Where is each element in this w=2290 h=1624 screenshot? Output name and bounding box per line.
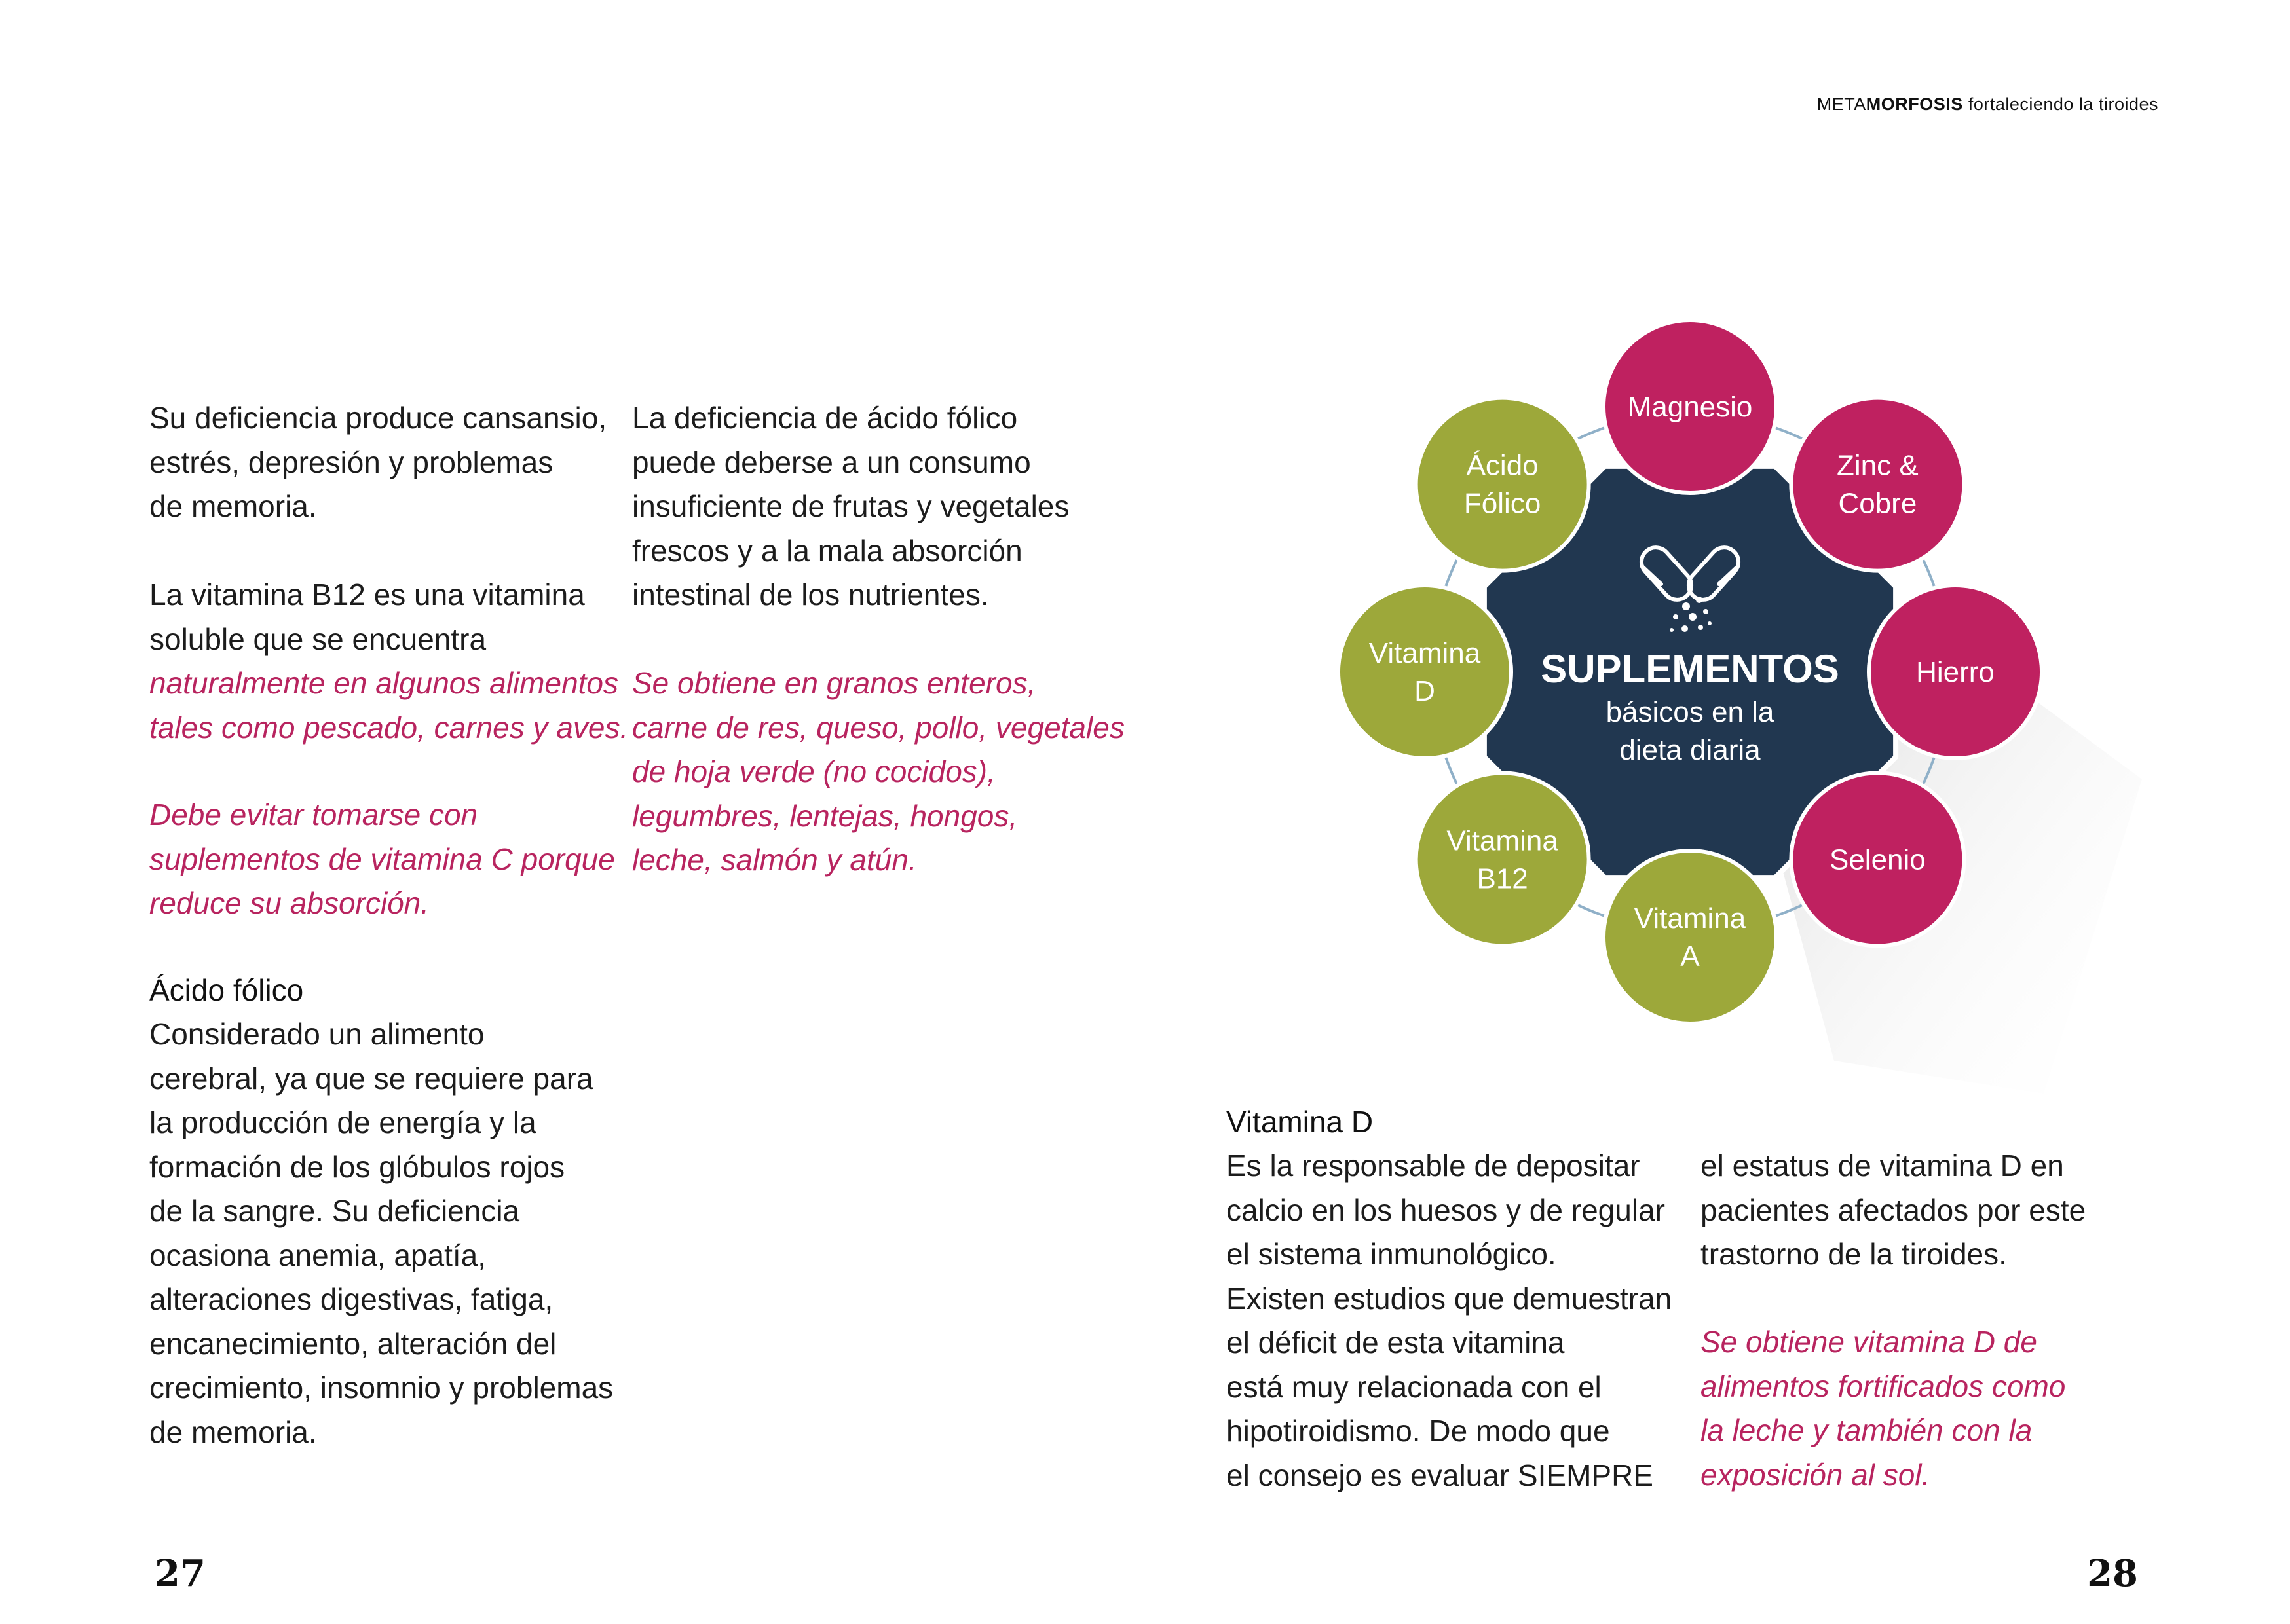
folic-deficiency-text: La deficiencia de ácido fólico puede deberse a un consumo insuficiente de frutas y vegetales frescos y a la mala absorción intestinal de los nutrientes. [632, 401, 1070, 612]
brand-light: META [1816, 94, 1866, 114]
center-title: SUPLEMENTOS [1541, 647, 1839, 691]
center-subtitle-line1: básicos en la [1605, 696, 1774, 728]
supplement-node-circle [1604, 851, 1776, 1024]
supplement-node-label: B12 [1476, 862, 1528, 895]
supplement-node-label: Zinc & [1837, 449, 1919, 482]
supplement-node-label: Fólico [1463, 487, 1541, 520]
supplement-node-label: Ácido [1466, 449, 1539, 482]
b12-deficiency-text: Su deficiencia produce cansansio, estrés, depresión y problemas de memoria. [149, 401, 607, 523]
header-subtitle: fortaleciendo la tiroides [1968, 94, 2158, 114]
supplement-node-circle [1791, 398, 1964, 571]
brand-bold: MORFOSIS [1866, 94, 1963, 114]
folic-acid-text: Considerado un alimento cerebral, ya que se requiere para la producción de energía y la formación de los glóbulos rojos de la sangre. Su deficiencia ocasiona anemia, apatía, alteraciones digestivas, fatiga, encanecimiento, alteración del crecimiento, insomnio y problemas de memoria. [149, 1017, 614, 1449]
b12-sources-text: naturalmente en algunos alimentos tales como pescado, carnes y aves. [149, 666, 629, 745]
page-number-left: 27 [155, 1552, 206, 1595]
center-subtitle-line2: dieta diaria [1619, 734, 1761, 766]
vitamin-d-text: Es la responsable de depositar calcio en los huesos y de regular el sistema inmunológico. Existen estudios que demuestran el déficit de esta vitamina está muy relacionada con el hipotiroidismo. De modo que el consejo es evaluar SIEMPRE [1226, 1149, 1672, 1492]
vitamin-d-heading: Vitamina D [1226, 1105, 1374, 1139]
supplement-node-label: Selenio [1829, 843, 1926, 876]
supplement-node-label: Magnesio [1627, 391, 1753, 423]
supplements-diagram [1310, 308, 2162, 1120]
vitamin-d-sources-text: Se obtiene vitamina D de alimentos fortificados como la leche y también con la exposición al sol. [1700, 1325, 2066, 1492]
supplement-node-label: A [1680, 940, 1700, 972]
running-header [1817, 94, 2158, 115]
folic-acid-heading: Ácido fólico [149, 973, 304, 1007]
supplement-node-circle [1416, 398, 1589, 571]
supplement-node-label: Vitamina [1446, 824, 1558, 857]
supplement-node-circle [1416, 773, 1589, 946]
folic-sources-text: Se obtiene en granos enteros, carne de res, queso, pollo, vegetales de hoja verde (no cocidos), legumbres, lentejas, hongos, leche, salmón y atún. [632, 666, 1125, 877]
b12-warning-text: Debe evitar tomarse con suplementos de vitamina C porque reduce su absorción. [149, 798, 615, 920]
supplement-node-label: Vitamina [1634, 902, 1746, 934]
supplement-node-circle [1338, 585, 1511, 758]
supplement-node-label: Cobre [1838, 487, 1917, 520]
b12-intro-text: La vitamina B12 es una vitamina soluble que se encuentra [149, 578, 585, 656]
supplement-node-label: Vitamina [1368, 637, 1481, 669]
page-number-right: 28 [2087, 1552, 2138, 1595]
supplement-node-label: Hierro [1916, 656, 1995, 688]
vitamin-d-text-cont: el estatus de vitamina D en pacientes afectados por este trastorno de la tiroides. [1700, 1149, 2086, 1271]
supplement-node-label: D [1414, 675, 1435, 707]
